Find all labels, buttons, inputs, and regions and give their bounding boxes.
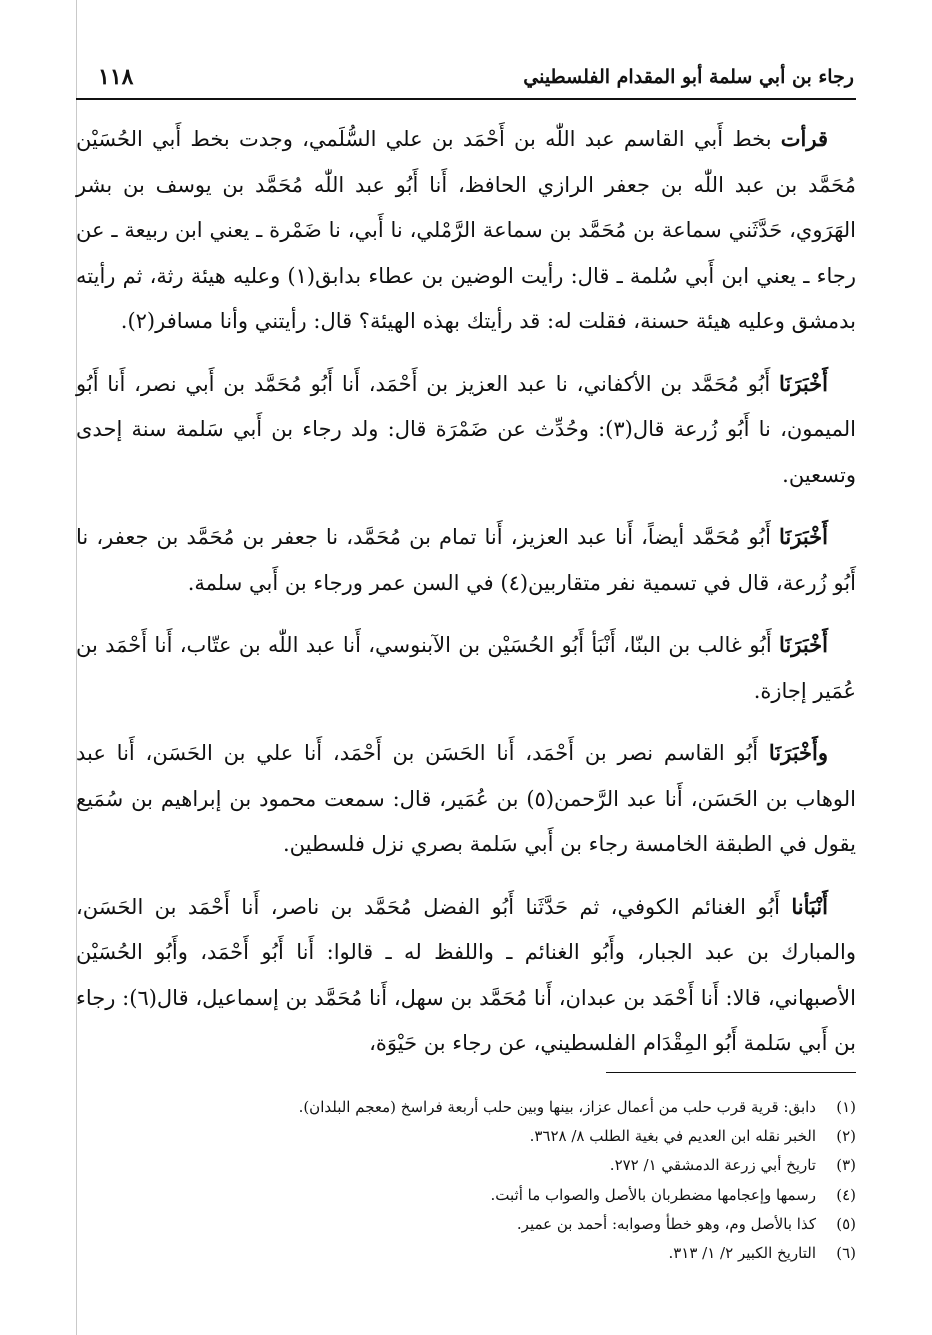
paragraph (76, 730, 856, 868)
footnote (76, 1093, 856, 1122)
paragraph-text: بخط أَبي القاسم عبد اللّٰه بن أَحْمَد بن علي السُّلَمي، وجدت بخط أَبي الحُسَيْن مُحَمَّد بن عبد اللّٰه بن جعفر الرازي الحافظ، أَنا أَبُو عبد اللّٰه مُحَمَّد بن يوسف بن بشر الهَرَوي، حَدَّثَني سماعة بن مُحَمَّد بن سماعة الرَّمْلي، نا أَبي، نا ضَمْرة ـ يعني ابن ربيعة ـ عن رجاء ـ يعني ابن أَبي سُلمة ـ قال: رأيت الوضين بن عطاء بدابق(١) وعليه هيئة رثة، ثم رأيته بدمشق وعليه هيئة حسنة، فقلت له: قد رأيتك بهذه الهيئة؟ قال: رأيتني وأنا مسافر(٢). (76, 127, 856, 333)
paragraph-text: أَبُو القاسم نصر بن أَحْمَد، أَنا الحَسَن بن أَحْمَد، أَنا علي بن الحَسَن، أَنا عبد الوهاب بن الحَسَن، أَنا عبد الرَّحمن(٥) بن عُمَير، قال: سمعت محمود بن إبراهيم بن سُمَيع يقول في الطبقة الخامسة رجاء بن أَبي سَلمة بصري نزل فلسطين. (76, 741, 856, 856)
footnote-number: (١) (836, 1098, 856, 1116)
footnote-text: الخبر نقله ابن العديم في بغية الطلب ٨/ ٣٦٢٨. (529, 1127, 816, 1146)
footnote (76, 1210, 856, 1239)
running-title: رجاء بن أبي سلمة أبو المقدام الفلسطيني (523, 66, 854, 88)
paragraph-lead-word: أَخْبَرَنَا (779, 632, 828, 657)
footnote (76, 1181, 856, 1210)
paragraph-lead-word: أَنْبَأنا (791, 893, 828, 919)
footnote-number: (٥) (836, 1214, 856, 1233)
paragraph-text: أَبُو غالب بن البنّا، أَنْبَأ أَبُو الحُسَيْن بن الآبنوسي، أَنا عبد اللّٰه بن عتّاب، أَنا أَحْمَد بن عُمَير إجازة. (76, 633, 856, 703)
paragraph-lead-word: أَخْبَرَنَا (779, 524, 828, 549)
footnote-text: التاريخ الكبير ٢/ ١/ ٣١٣. (668, 1244, 816, 1263)
footnote-number: (٤) (836, 1185, 856, 1204)
footnote-separator (606, 1072, 856, 1073)
paragraph-text: أَبُو مُحَمَّد أيضاً، أَنا عبد العزيز، أَنا تمام بن مُحَمَّد، نا جعفر بن مُحَمَّد بن جعفر، نا أَبُو زُرعة، قال في تسمية نفر متقاربين(٤) في السن عمر ورجاء بن أَبي سلمة. (76, 525, 856, 595)
footnote-text: تاريخ أبي زرعة الدمشقي ١/ ٢٧٢. (609, 1156, 816, 1175)
paragraph (76, 361, 856, 499)
paragraph (76, 884, 856, 1067)
footnote-text: كذا بالأصل وم، وهو خطأ وصوابه: أحمد بن عمير. (516, 1214, 816, 1233)
footnote-text: دابق: قرية قرب حلب من أعمال عزاز، بينها وبين حلب أربعة فراسخ (معجم البلدان). (298, 1098, 816, 1116)
footnote (76, 1151, 856, 1180)
footnote-number: (٣) (836, 1156, 856, 1175)
paragraph-text: أَبُو الغنائم الكوفي، ثم حَدَّثَنا أَبُو الفضل مُحَمَّد بن ناصر، أَنا أَحْمَد بن الحَسَن، والمبارك بن عبد الجبار، وأَبُو الغنائم ـ واللفظ له ـ قالوا: أَنا أَبُو أَحْمَد، وأَبُو الحُسَيْن الأصبهاني، قالا: أَنا أَحْمَد بن عبدان، أَنا مُحَمَّد بن سهل، أَنا مُحَمَّد بن إسماعيل، قال(٦): رجاء بن أَبي سَلمة أَبُو المِقْدَام الفلسطيني، عن رجاء بن حَيْوَة، (76, 894, 856, 1055)
footnote-number: (٢) (836, 1127, 856, 1146)
footnote (76, 1239, 856, 1268)
paragraph (76, 622, 856, 714)
paragraph-lead-word: وأَخْبَرَنَا (768, 740, 828, 765)
paragraph-lead-word: أَخْبَرَنَا (779, 370, 828, 396)
paragraph-text: أَبُو مُحَمَّد بن الأكفاني، نا عبد العزيز بن أَحْمَد، أَنا أَبُو مُحَمَّد بن أَبي نصر، أَنا أَبُو الميمون، نا أَبُو زُرعة قال(٣): وحُدِّث عن ضَمْرَة قال: ولد رجاء بن أَبي سَلمة سنة إحدى وتسعين. (76, 371, 856, 487)
footnotes (76, 1093, 856, 1268)
page-header (76, 62, 856, 100)
paragraph (76, 514, 856, 606)
footnote (76, 1122, 856, 1151)
page-number: ١١٨ (98, 64, 134, 90)
main-text (76, 116, 856, 1083)
book-page (76, 0, 856, 1335)
footnote-number: (٦) (836, 1244, 856, 1263)
paragraph-lead-word: قرأت (780, 126, 828, 151)
footnote-text: رسمها وإعجامها مضطربان بالأصل والصواب ما أثبت. (490, 1185, 816, 1204)
paragraph (76, 116, 856, 345)
